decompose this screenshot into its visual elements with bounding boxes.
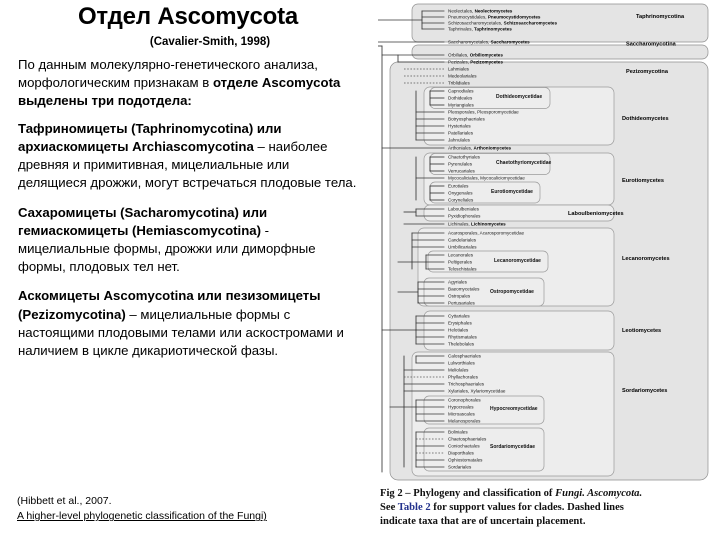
taxon-label-35: Teloschistales [448,266,477,272]
taxon-label-48: Phyllachorales [448,374,478,380]
class-label: Eurotiomycetes [622,178,664,184]
taxon-label-5: Saccharomycetales, Saccharomycetes [448,39,530,45]
run-taphrino-plain: – наиболее древняя и примитивная, мицелиальные или делящиеся дрожжи, могут встречаться плодовые тела. [18,138,357,191]
page-title: Отдел Ascomycota [77,3,299,30]
taxon-label-33: Lecanorales [448,252,474,258]
paragraph-pezizomycotina [18,287,360,360]
taxon-label-23: Mycocaliciales, Mycocaliciomycetidae [448,175,525,181]
taxon-label-20: Chaetothyriales [448,154,480,160]
taxon-label-14: Pleosporales, Pleosporomycetidae [448,109,519,115]
taxon-label-42: Helotiales [448,327,469,333]
taxon-label-25: Onygenales [448,190,473,196]
taxon-label-16: Hysteriales [448,123,471,129]
class-label: Sordariomycetes [622,388,668,394]
taxon-label-52: Hypocreales [448,404,474,410]
taxon-label-3: Schizosaccharomycetales, Schizosaccharomycetes [448,20,558,26]
taxon-label-29: Lichinales, Lichinomycetes [448,221,506,227]
page-subtitle: (Cavalier-Smith, 1998) [149,36,271,48]
class-label: Laboulbeniomycetes [568,211,624,217]
source-citation-line-1: (Hibbett et al., 2007. [17,495,112,507]
taxon-label-9: Medeolariales [448,73,477,79]
taxon-label-54: Melanosporales [448,418,481,424]
taxon-label-26: Coryneliales [448,197,474,203]
taxon-label-17: Patellariales [448,130,474,136]
slide-body-text [18,56,360,371]
subphylum-label-pezizomycotina: Pezizomycotina [626,69,668,75]
taxon-label-30: Acarosporales, Acarosporomycetidae [448,230,525,236]
subphylum-label-saccharomycotina: Saccharomycotina [626,41,676,48]
taxon-label-1: Neolectales, Neolectomycetes [448,8,513,14]
taxon-label-38: Ostropales [448,293,471,299]
taxon-label-6: Orbiliales, Orbiliomycetes [448,52,503,58]
taxon-label-32: Umbilicariales [448,244,477,250]
taxon-label-40: Cyttariales [448,313,470,319]
run-intro-bold-1: отделе Ascomycota [212,75,341,91]
taxon-label-31: Candelariales [448,237,477,243]
subclass-label: Ostropomycetidae [490,289,534,295]
taxon-label-50: Xylariales, Xylariomycetidae [448,388,506,394]
subclass-label: Eurotiomycetidae [491,189,533,195]
run-saccharo-bold: Сахаромицеты (Sacharomycotina) или гемиаскомицеты (Hemiascomycotina) [18,204,268,238]
taxon-label-10: Triblidiales [448,80,470,86]
paragraph-intro [18,56,360,111]
taxon-label-12: Dothideales [448,95,473,101]
caption-pre: Fig 2 – Phylogeny and classification of [380,488,556,499]
taxon-label-13: Myriangiales [448,102,474,108]
taxon-label-41: Erysiphales [448,320,472,326]
table-2-link[interactable]: Table 2 [397,501,431,513]
taxon-label-53: Microascales [448,411,475,417]
taxon-label-58: Diaporthales [448,450,474,456]
taxon-label-45: Calosphaeriales [448,353,481,359]
taxon-label-49: Trichosphaeriales [448,381,485,387]
caption-see: See [380,501,398,513]
figure-caption-line-1 [380,487,716,501]
taxon-label-57: Coniochaetales [448,443,480,449]
subclass-label: Hypocreomycetidae [490,406,538,412]
taxon-label-60: Sordariales [448,464,472,470]
taxon-label-55: Boliniales [448,429,468,435]
run-pezizo-bold: Аскомицеты Ascomycotina или пезизомицеты (Pezizomycotina) [18,288,321,322]
subclass-label: Chaetothyriomycetidae [496,160,552,166]
taxon-label-39: Pertusariales [448,300,475,306]
taxon-label-51: Coronophorales [448,397,481,403]
taxon-label-11: Capnodiales [448,88,474,94]
run-saccharo-plain: - мицелиальные формы, дрожжи или диморфные формы, плодовых тел нет. [18,222,316,275]
taxon-label-2: Pneumocystidales, Pneumocystidomycetes [448,14,541,20]
run-intro-bold-2: выделены три подотдела: [18,93,192,109]
source-citation [17,494,367,524]
run-pezizo-plain: – мицелиальные формы с настоящими плодовыми телами или аскостромами и наличием в цикле дикариотической фазы. [18,306,344,359]
class-label: Leotiomycetes [622,328,662,334]
caption-italic: Fungi. Ascomycota. [555,488,643,499]
taxon-label-59: Ophiostomatales [448,457,483,463]
figure-caption-line-3: indicate taxa that are of uncertain placement. [380,515,586,527]
taxon-label-15: Botryosphaeriales [448,116,485,122]
paragraph-saccharomycotina [18,204,360,277]
figure-caption [380,487,716,529]
class-label: Dothideomycetes [622,116,669,122]
subphylum-label-taphrinomycotina: Taphrinomycotina [636,14,685,20]
run-taphrino-bold: Тафриномицеты (Taphrinomycotina) или архиаскомицеты Archiascomycotina [18,120,282,154]
subclass-label: Lecanoromycetidae [494,258,541,264]
taxon-label-44: Thelebolales [448,341,475,347]
source-citation-line-2[interactable]: A higher-level phylogenetic classification of the Fungi) [17,510,267,523]
taxon-label-36: Agyriales [448,279,467,285]
taxon-label-27: Laboulbeniales [448,206,479,212]
taxon-label-34: Peltigerales [448,259,473,265]
taxon-label-43: Rhytismatales [448,334,477,340]
phylogeny-diagram [378,2,716,486]
taxon-label-22: Verrucariales [448,168,475,174]
taxon-label-24: Eurotiales [448,183,469,189]
figure-caption-line-2 [380,501,716,515]
caption-post: for support values for clades. Dashed lines [430,501,624,513]
subclass-label: Dothideomycetidae [496,94,543,100]
taxon-label-21: Pyrenulales [448,161,473,167]
taxon-label-19: Arthoniales, Arthoniomycetes [448,145,512,151]
run-intro-plain: По данным молекулярно-генетического анализа, морфологическим признакам в [18,57,318,91]
taxon-label-37: Baeomycetales [448,286,480,292]
taxon-label-18: Jahnulales [448,137,470,143]
taxon-label-56: Chaetosphaeriales [448,436,487,442]
taxon-label-7: Pezizales, Pezizomycetes [448,59,503,65]
phylogeny-svg [378,2,716,486]
taxon-label-4: Taphrinales, Taphrinomycetes [448,26,512,32]
taxon-label-46: Lulworthiales [448,360,475,366]
taxon-label-28: Pyxidiophorales [448,213,481,219]
taxon-label-47: Meliolales [448,367,469,373]
class-label: Lecanoromycetes [622,256,670,262]
taxon-label-8: Lahmiales [448,66,469,72]
paragraph-taphrinomycotina [18,120,360,193]
subclass-label: Sordariomycetidae [490,444,536,450]
